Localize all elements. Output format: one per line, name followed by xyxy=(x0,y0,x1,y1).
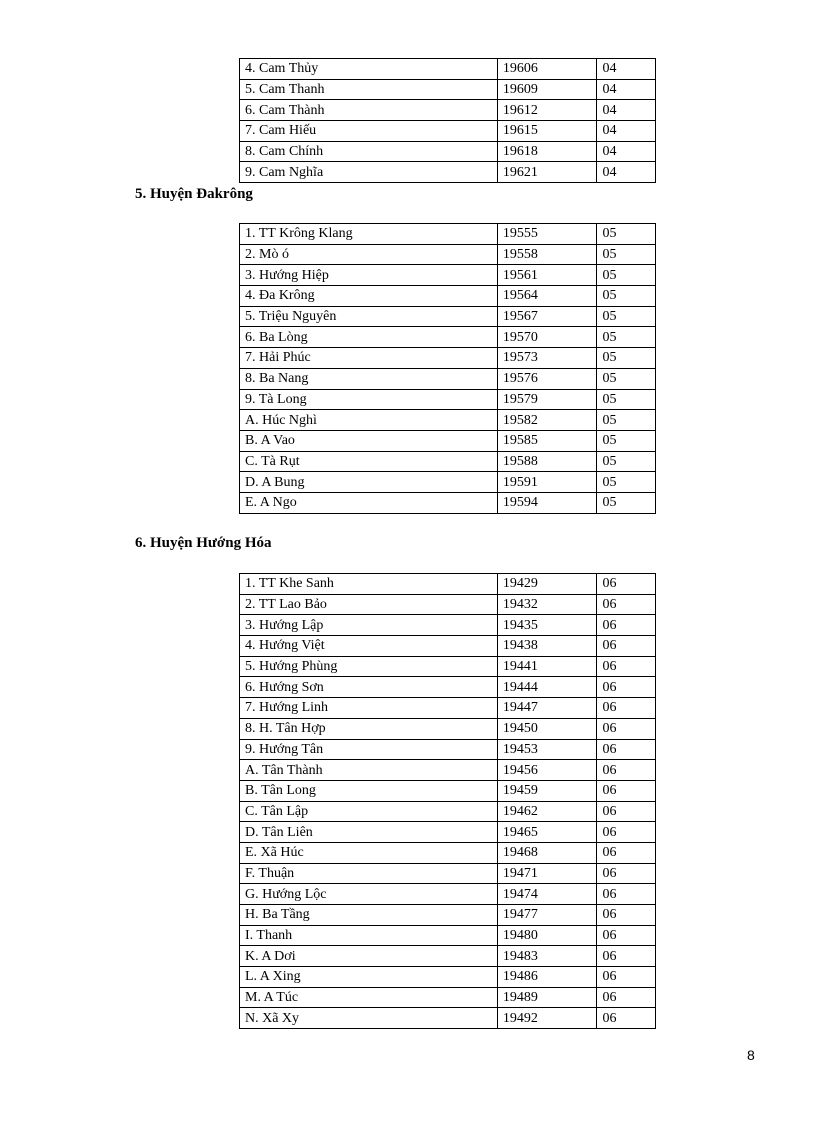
commune-code-cell: 19582 xyxy=(497,410,597,431)
table-body xyxy=(240,574,656,1029)
district-code-cell: 06 xyxy=(597,987,656,1008)
commune-code-cell: 19585 xyxy=(497,430,597,451)
table-row xyxy=(240,389,656,410)
district-code-cell: 04 xyxy=(597,79,656,100)
commune-name-cell: G. Hướng Lộc xyxy=(240,884,498,905)
district-code-cell: 06 xyxy=(597,780,656,801)
commune-name-cell: 6. Ba Lòng xyxy=(240,327,498,348)
table-row xyxy=(240,594,656,615)
table-row xyxy=(240,718,656,739)
commune-code-cell: 19456 xyxy=(497,760,597,781)
commune-code-cell: 19447 xyxy=(497,698,597,719)
district-code-cell: 06 xyxy=(597,718,656,739)
district-code-cell: 05 xyxy=(597,389,656,410)
table-row xyxy=(240,368,656,389)
district-code-cell: 04 xyxy=(597,59,656,80)
commune-name-cell: F. Thuận xyxy=(240,863,498,884)
commune-code-cell: 19609 xyxy=(497,79,597,100)
table-row xyxy=(240,574,656,595)
district-code-cell: 05 xyxy=(597,492,656,513)
district-code-cell: 05 xyxy=(597,286,656,307)
district-code-cell: 05 xyxy=(597,224,656,245)
table-row xyxy=(240,224,656,245)
district-code-cell: 05 xyxy=(597,472,656,493)
district-code-cell: 06 xyxy=(597,884,656,905)
commune-name-cell: 5. Hướng Phùng xyxy=(240,656,498,677)
commune-code-cell: 19441 xyxy=(497,656,597,677)
commune-code-cell: 19483 xyxy=(497,946,597,967)
district-code-cell: 06 xyxy=(597,698,656,719)
commune-code-cell: 19471 xyxy=(497,863,597,884)
commune-code-cell: 19555 xyxy=(497,224,597,245)
commune-name-cell: E. Xã Húc xyxy=(240,842,498,863)
district-code-cell: 04 xyxy=(597,121,656,142)
commune-code-cell: 19564 xyxy=(497,286,597,307)
table-row xyxy=(240,100,656,121)
commune-code-cell: 19615 xyxy=(497,121,597,142)
commune-name-cell: A. Tân Thành xyxy=(240,760,498,781)
commune-table-huyen-cam-lo xyxy=(239,58,656,183)
table-row xyxy=(240,472,656,493)
district-code-cell: 06 xyxy=(597,636,656,657)
district-code-cell: 06 xyxy=(597,677,656,698)
commune-name-cell: A. Húc Nghì xyxy=(240,410,498,431)
section-heading-huong-hoa: 6. Huyện Hướng Hóa xyxy=(135,535,272,551)
commune-name-cell: D. Tân Liên xyxy=(240,822,498,843)
commune-code-cell: 19576 xyxy=(497,368,597,389)
table-row xyxy=(240,905,656,926)
commune-code-cell: 19435 xyxy=(497,615,597,636)
table-row xyxy=(240,677,656,698)
table-row xyxy=(240,244,656,265)
commune-name-cell: 8. H. Tân Hợp xyxy=(240,718,498,739)
commune-code-cell: 19594 xyxy=(497,492,597,513)
commune-code-cell: 19444 xyxy=(497,677,597,698)
table-row xyxy=(240,492,656,513)
commune-name-cell: 2. Mò ó xyxy=(240,244,498,265)
district-code-cell: 05 xyxy=(597,410,656,431)
section-heading-dakrong: 5. Huyện Đakrông xyxy=(135,186,253,202)
district-code-cell: 06 xyxy=(597,801,656,822)
district-code-cell: 06 xyxy=(597,656,656,677)
commune-code-cell: 19570 xyxy=(497,327,597,348)
district-code-cell: 06 xyxy=(597,594,656,615)
commune-code-cell: 19591 xyxy=(497,472,597,493)
commune-code-cell: 19558 xyxy=(497,244,597,265)
table-row xyxy=(240,636,656,657)
table-row xyxy=(240,884,656,905)
table-row xyxy=(240,698,656,719)
commune-name-cell: I. Thanh xyxy=(240,925,498,946)
table-row xyxy=(240,162,656,183)
table-row xyxy=(240,410,656,431)
table-row xyxy=(240,967,656,988)
commune-name-cell: M. A Túc xyxy=(240,987,498,1008)
commune-name-cell: B. Tân Long xyxy=(240,780,498,801)
table-row xyxy=(240,286,656,307)
table-row xyxy=(240,739,656,760)
table-row xyxy=(240,760,656,781)
district-code-cell: 05 xyxy=(597,368,656,389)
commune-code-cell: 19450 xyxy=(497,718,597,739)
commune-name-cell: K. A Dơi xyxy=(240,946,498,967)
district-code-cell: 06 xyxy=(597,946,656,967)
district-code-cell: 06 xyxy=(597,925,656,946)
commune-code-cell: 19468 xyxy=(497,842,597,863)
commune-name-cell: C. Tà Rụt xyxy=(240,451,498,472)
commune-code-cell: 19432 xyxy=(497,594,597,615)
commune-code-cell: 19588 xyxy=(497,451,597,472)
district-code-cell: 06 xyxy=(597,967,656,988)
commune-code-cell: 19480 xyxy=(497,925,597,946)
commune-code-cell: 19561 xyxy=(497,265,597,286)
table-row xyxy=(240,656,656,677)
district-code-cell: 05 xyxy=(597,244,656,265)
table-row xyxy=(240,842,656,863)
table-row xyxy=(240,59,656,80)
commune-table-huong-hoa xyxy=(239,573,656,1029)
commune-name-cell: 8. Cam Chính xyxy=(240,141,498,162)
table-row xyxy=(240,141,656,162)
commune-code-cell: 19579 xyxy=(497,389,597,410)
commune-table-dakrong xyxy=(239,223,656,514)
commune-code-cell: 19621 xyxy=(497,162,597,183)
table-row xyxy=(240,121,656,142)
table-row xyxy=(240,327,656,348)
commune-name-cell: 2. TT Lao Bảo xyxy=(240,594,498,615)
district-code-cell: 04 xyxy=(597,162,656,183)
commune-code-cell: 19429 xyxy=(497,574,597,595)
district-code-cell: 06 xyxy=(597,863,656,884)
commune-code-cell: 19489 xyxy=(497,987,597,1008)
commune-name-cell: 1. TT Khe Sanh xyxy=(240,574,498,595)
commune-name-cell: 4. Đa Krông xyxy=(240,286,498,307)
commune-code-cell: 19567 xyxy=(497,306,597,327)
commune-name-cell: 8. Ba Nang xyxy=(240,368,498,389)
commune-code-cell: 19462 xyxy=(497,801,597,822)
commune-name-cell: E. A Ngo xyxy=(240,492,498,513)
commune-code-cell: 19465 xyxy=(497,822,597,843)
commune-name-cell: 9. Cam Nghĩa xyxy=(240,162,498,183)
commune-code-cell: 19438 xyxy=(497,636,597,657)
district-code-cell: 04 xyxy=(597,141,656,162)
district-code-cell: 06 xyxy=(597,1008,656,1029)
district-code-cell: 05 xyxy=(597,306,656,327)
district-code-cell: 05 xyxy=(597,451,656,472)
commune-name-cell: 4. Hướng Việt xyxy=(240,636,498,657)
commune-code-cell: 19486 xyxy=(497,967,597,988)
table-row xyxy=(240,265,656,286)
page-number: 8 xyxy=(747,1047,755,1063)
commune-code-cell: 19618 xyxy=(497,141,597,162)
commune-name-cell: 3. Hướng Hiệp xyxy=(240,265,498,286)
district-code-cell: 06 xyxy=(597,739,656,760)
commune-name-cell: 7. Cam Hiếu xyxy=(240,121,498,142)
table-row xyxy=(240,946,656,967)
table-row xyxy=(240,615,656,636)
commune-name-cell: 5. Cam Thanh xyxy=(240,79,498,100)
commune-name-cell: 5. Triệu Nguyên xyxy=(240,306,498,327)
commune-code-cell: 19606 xyxy=(497,59,597,80)
commune-name-cell: 3. Hướng Lập xyxy=(240,615,498,636)
commune-name-cell: 7. Hướng Linh xyxy=(240,698,498,719)
table-row xyxy=(240,348,656,369)
district-code-cell: 06 xyxy=(597,822,656,843)
table-row xyxy=(240,987,656,1008)
table-row xyxy=(240,863,656,884)
commune-code-cell: 19612 xyxy=(497,100,597,121)
district-code-cell: 05 xyxy=(597,430,656,451)
commune-name-cell: 6. Hướng Sơn xyxy=(240,677,498,698)
commune-code-cell: 19453 xyxy=(497,739,597,760)
commune-name-cell: 9. Tà Long xyxy=(240,389,498,410)
table-row xyxy=(240,801,656,822)
table-row xyxy=(240,1008,656,1029)
district-code-cell: 06 xyxy=(597,842,656,863)
table-row xyxy=(240,79,656,100)
commune-name-cell: B. A Vao xyxy=(240,430,498,451)
commune-name-cell: 4. Cam Thủy xyxy=(240,59,498,80)
district-code-cell: 06 xyxy=(597,615,656,636)
district-code-cell: 06 xyxy=(597,760,656,781)
district-code-cell: 05 xyxy=(597,327,656,348)
table-row xyxy=(240,306,656,327)
commune-name-cell: H. Ba Tầng xyxy=(240,905,498,926)
commune-name-cell: D. A Bung xyxy=(240,472,498,493)
commune-name-cell: 7. Hải Phúc xyxy=(240,348,498,369)
district-code-cell: 05 xyxy=(597,265,656,286)
commune-name-cell: L. A Xing xyxy=(240,967,498,988)
district-code-cell: 06 xyxy=(597,905,656,926)
table-row xyxy=(240,822,656,843)
table-row xyxy=(240,430,656,451)
commune-code-cell: 19573 xyxy=(497,348,597,369)
commune-code-cell: 19477 xyxy=(497,905,597,926)
commune-name-cell: 9. Hướng Tân xyxy=(240,739,498,760)
district-code-cell: 05 xyxy=(597,348,656,369)
commune-name-cell: C. Tân Lập xyxy=(240,801,498,822)
commune-code-cell: 19474 xyxy=(497,884,597,905)
table-row xyxy=(240,780,656,801)
commune-code-cell: 19459 xyxy=(497,780,597,801)
table-row xyxy=(240,925,656,946)
table-body xyxy=(240,59,656,183)
table-body xyxy=(240,224,656,514)
district-code-cell: 06 xyxy=(597,574,656,595)
table-row xyxy=(240,451,656,472)
commune-name-cell: N. Xã Xy xyxy=(240,1008,498,1029)
commune-name-cell: 1. TT Krông Klang xyxy=(240,224,498,245)
district-code-cell: 04 xyxy=(597,100,656,121)
commune-code-cell: 19492 xyxy=(497,1008,597,1029)
commune-name-cell: 6. Cam Thành xyxy=(240,100,498,121)
